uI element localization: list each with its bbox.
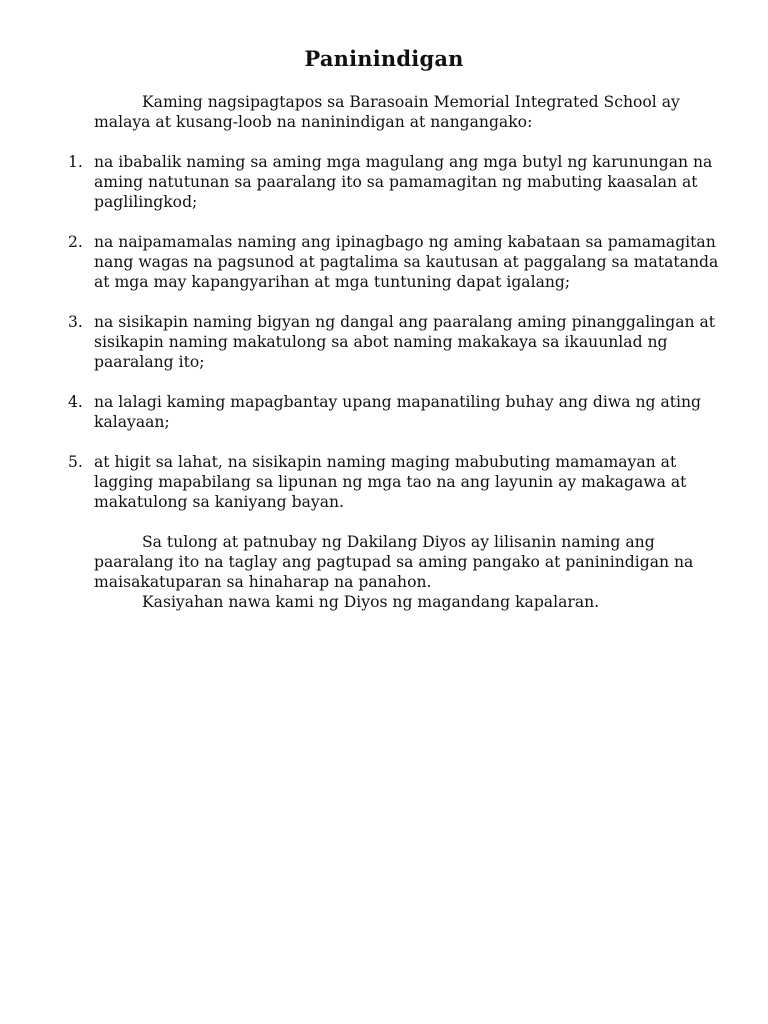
list-item-text: na sisikapin naming bigyan ng dangal ang paaralang aming pinanggalingan at sisikapin naming makatulong sa abot naming makakaya sa ikauunlad ng paaralang ito; xyxy=(94,313,716,371)
list-item-text: na ibabalik naming sa aming mga magulang ang mga butyl ng karunungan na aming natutunan sa paaralang ito sa pamamagitan ng mabuting kaasalan at paglilingkod; xyxy=(94,153,713,211)
list-item-text: na naipamamalas naming ang ipinagbago ng aming kabataan sa pamamagitan nang wagas na pagsunod at pagtalima sa kautusan at paggalang sa matatanda at mga may kapangyarihan at mga tuntuning dapat igalang; xyxy=(94,233,719,291)
list-item-text: na lalagi kaming mapagbantay upang mapanatiling buhay ang diwa ng ating kalayaan; xyxy=(94,393,702,431)
list-item-number: 4. xyxy=(68,393,83,411)
pledge-list xyxy=(68,152,728,512)
list-item xyxy=(68,312,728,372)
list-item xyxy=(68,452,728,512)
closing-paragraph: Sa tulong at patnubay ng Dakilang Diyos ay lilisanin naming ang paaralang ito na taglay ang pagtupad sa aming pangako at paninindigan na maisakatuparan sa hinaharap na panahon. xyxy=(94,533,694,591)
list-item xyxy=(68,232,728,292)
document-title: Paninindigan xyxy=(304,46,464,71)
list-item-number: 5. xyxy=(68,453,83,471)
list-item-number: 3. xyxy=(68,313,83,331)
closing-blessing: Kasiyahan nawa kami ng Diyos ng magandang kapalaran. xyxy=(142,593,600,611)
intro-paragraph: Kaming nagsipagtapos sa Barasoain Memorial Integrated School ay malaya at kusang-loob na naninindigan at nangangako: xyxy=(94,93,680,131)
list-item-number: 2. xyxy=(68,233,83,251)
list-item xyxy=(68,392,728,432)
list-item xyxy=(68,152,728,212)
document-body xyxy=(68,92,728,612)
list-item-number: 1. xyxy=(68,153,83,171)
list-item-text: at higit sa lahat, na sisikapin naming maging mabubuting mamamayan at lagging mapabilang sa lipunan ng mga tao na ang layunin ay makagawa at makatulong sa kaniyang bayan. xyxy=(94,453,687,511)
